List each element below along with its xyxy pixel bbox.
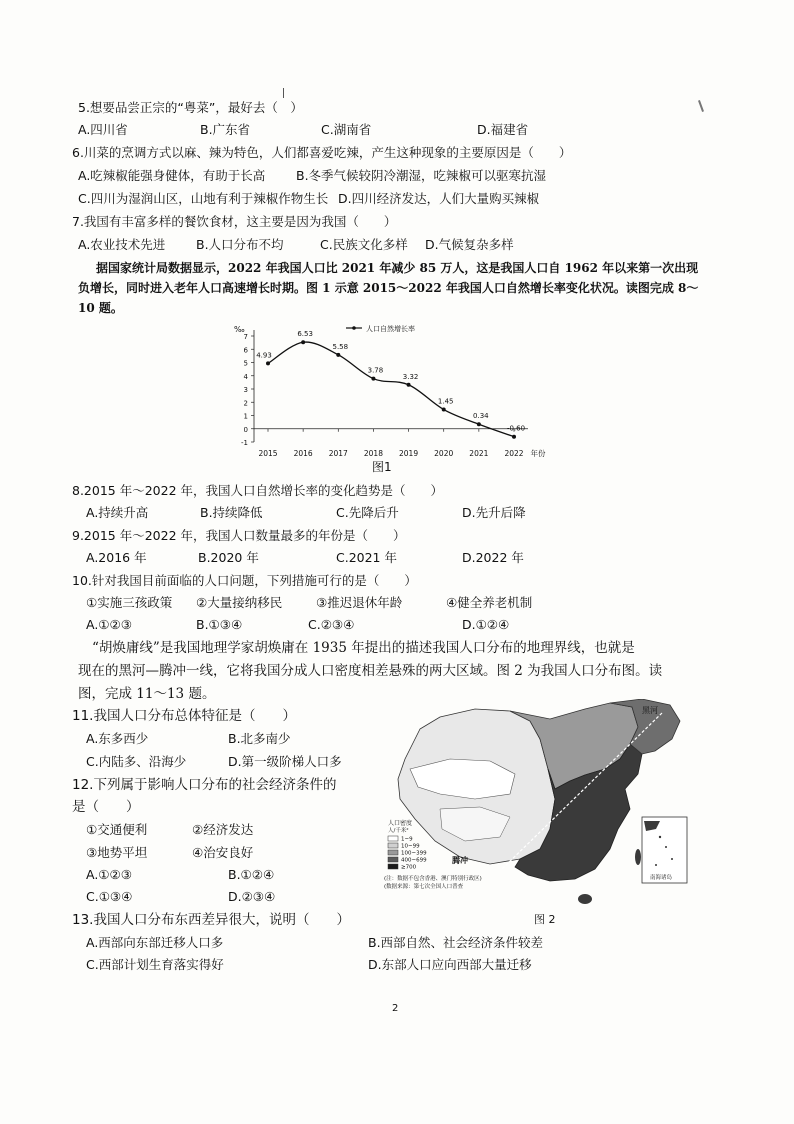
data-label: -0.60 [506,424,526,433]
x-tick-label: 2015 [258,449,278,458]
q10-measure-2: ②大量接纳移民 [196,595,283,610]
q9-option-c: C.2021 年 [336,550,397,565]
q8-option-a: A.持续升高 [86,505,149,520]
inset-island [659,836,661,838]
legend-item-2: 10~99 [401,843,420,850]
data-point [266,361,270,365]
q12-condition-2: ②经济发达 [192,822,254,837]
legend-label: 人口自然增长率 [366,325,415,333]
q12-stem-line1: 12.下列属于影响人口分布的社会经济条件的 [72,777,337,793]
q9-option-b: B.2020 年 [198,550,259,565]
map-taiwan [635,849,641,865]
x-tick-label: 2017 [328,449,348,458]
passage2-line3: 图，完成 11～13 题。 [78,686,216,702]
data-label: 6.53 [297,330,313,339]
legend-unit: 人/千米² [388,828,409,834]
data-point [407,383,411,387]
q12-option-b: B.①②④ [228,867,275,882]
data-label: 5.58 [332,342,349,351]
passage1-line3: 10 题。 [78,301,123,315]
passage2-line2: 现在的黑河—腾冲一线，它将我国分成人口密度相差悬殊的两大区域。图 2 为我国人口分布图。读 [78,663,663,679]
x-tick-label: 2018 [363,449,383,458]
map-label-heihe: 黑河 [642,706,658,715]
figure1-caption: 图1 [372,460,392,474]
q6-stem: 6.川菜的烹调方式以麻、辣为特色，人们都喜爱吃辣，产生这种现象的主要原因是（ ） [72,145,572,160]
x-tick-label: 2016 [293,449,313,458]
q13-option-a: A.西部向东部迁移人口多 [86,935,224,950]
scan-mark [698,100,704,112]
inset-island [655,864,657,866]
q8-option-b: B.持续降低 [200,505,263,520]
q11-option-b: B.北多南少 [228,731,291,746]
x-tick-label: 2022 [504,449,524,458]
q11-stem: 11.我国人口分布总体特征是（ ） [72,708,296,724]
q10-option-d: D.①②④ [462,617,510,632]
q6-option-d: D.四川经济发达，人们大量购买辣椒 [338,191,540,206]
q11-option-a: A.东多西少 [86,731,149,746]
map-hainan [578,894,592,904]
q6-option-b: B.冬季气候较阴冷潮湿，吃辣椒可以驱寒抗湿 [296,168,547,183]
q12-option-d: D.②③④ [228,889,276,904]
q10-measure-4: ④健全养老机制 [446,595,533,610]
q10-stem: 10.针对我国目前面临的人口问题，下列措施可行的是（ ） [72,573,417,588]
passage2-line1: “胡焕庸线”是我国地理学家胡焕庸在 1935 年提出的描述我国人口分布的地理界线，也就是 [92,640,635,656]
q12-option-c: C.①③④ [86,889,133,904]
q6-option-a: A.吃辣椒能强身健体，有助于长高 [78,168,266,183]
q10-option-b: B.①③④ [196,617,243,632]
x-tick-label: 2020 [434,449,454,458]
q8-stem: 8.2015 年～2022 年，我国人口自然增长率的变化趋势是（ ） [72,483,443,498]
y-tick-label: 0 [243,425,248,434]
map-caption: 图 2 [534,913,556,926]
y-tick-label: 3 [243,386,248,394]
data-point [477,422,481,426]
y-axis-unit: ‰ [234,325,245,334]
inset-island [671,858,673,860]
data-label: 1.45 [437,397,454,406]
q11-option-d: D.第一级阶梯人口多 [228,754,342,769]
q10-measure-1: ①实施三孩政策 [86,595,173,610]
x-tick-label: 2021 [469,449,489,458]
map-note: (注：数据不包含香港、澳门特别行政区) [384,876,482,882]
y-tick-label: 2 [243,399,248,408]
q7-stem: 7.我国有丰富多样的餐饮食材，这主要是因为我国（ ） [72,214,397,229]
page-number: 2 [392,1003,399,1014]
q13-stem: 13.我国人口分布东西差异很大，说明（ ） [72,912,350,928]
q5-stem: 5.想要品尝正宗的“粤菜”，最好去（ ） [78,100,303,115]
map-label-tengchong: 腾冲 [452,856,468,865]
q10-measure-3: ③推迟退休年龄 [316,595,403,610]
data-point [512,435,516,439]
q10-option-c: C.②③④ [308,617,355,632]
q13-option-d: D.东部人口应向西部大量迁移 [368,957,532,972]
inset-label: 南海诸岛 [650,875,673,881]
q10-option-a: A.①②③ [86,617,132,632]
legend-swatch-3 [388,850,398,855]
x-tick-label: 2019 [399,449,419,458]
data-label: 3.78 [367,366,384,375]
q8-option-c: C.先降后升 [336,505,399,520]
population-growth-chart [228,318,548,458]
q6-option-c: C.四川为湿润山区，山地有利于辣椒作物生长 [78,191,329,206]
legend-swatch-1 [388,836,398,841]
q8-option-d: D.先升后降 [462,505,526,520]
passage1-line1: 据国家统计局数据显示，2022 年我国人口比 2021 年减少 85 万人，这是我国人口自 1962 年以来第一次出现 [96,261,699,275]
passage1-line2: 负增长，同时进入老年人口高速增长时期。图 1 示意 2015～2022 年我国人口自然增长率变化状况。读图完成 8～ [78,281,699,295]
y-tick-label: 4 [243,372,248,381]
series-line-natural-growth [268,342,514,437]
q13-option-c: C.西部计划生育落实得好 [86,957,224,972]
y-tick-label: -1 [241,439,248,447]
scan-mark [283,88,284,98]
inset-island [665,846,667,848]
q12-option-a: A.①②③ [86,867,132,882]
q12-stem-line2: 是（ ） [72,799,140,815]
data-point [371,377,375,381]
legend-item-5: ≥700 [401,864,417,871]
q7-option-c: C.民族文化多样 [320,237,408,252]
q12-condition-4: ④治安良好 [192,845,254,860]
china-population-map [380,699,695,927]
q11-option-c: C.内陆多、沿海少 [86,754,187,769]
q5-option-b: B.广东省 [200,122,251,137]
legend-item-1: 1~9 [401,836,413,843]
data-label: 3.32 [402,372,419,381]
legend-swatch-2 [388,843,398,848]
legend-swatch-4 [388,857,398,862]
legend-item-4: 400~699 [401,857,427,864]
q13-option-b: B.西部自然、社会经济条件较差 [368,935,544,950]
x-axis-label: 年份 [530,449,546,458]
y-tick-label: 1 [243,412,248,421]
data-point [301,340,305,344]
data-point [442,408,446,412]
data-point [336,353,340,357]
q12-condition-1: ①交通便利 [86,822,148,837]
legend-title: 人口密度 [388,820,413,827]
q5-option-a: A.四川省 [78,122,128,137]
data-label: 0.34 [473,412,489,421]
q12-condition-3: ③地势平坦 [86,845,148,860]
q7-option-d: D.气候复杂多样 [425,237,514,252]
q7-option-a: A.农业技术先进 [78,237,166,252]
y-tick-label: 7 [243,333,248,341]
legend-marker [352,326,356,330]
legend-item-3: 100~399 [401,850,427,857]
y-tick-label: 6 [243,346,248,355]
q9-option-a: A.2016 年 [86,550,147,565]
q5-option-c: C.湖南省 [321,122,372,137]
data-label: 4.93 [256,351,272,360]
map-source: (数据来源：第七次全国人口普查 [384,884,464,890]
q9-stem: 9.2015 年～2022 年，我国人口数量最多的年份是（ ） [72,528,406,543]
legend-swatch-5 [388,864,398,869]
q7-option-b: B.人口分布不均 [196,237,284,252]
q9-option-d: D.2022 年 [462,550,524,565]
y-tick-label: 5 [243,359,248,368]
q5-option-d: D.福建省 [477,122,529,137]
